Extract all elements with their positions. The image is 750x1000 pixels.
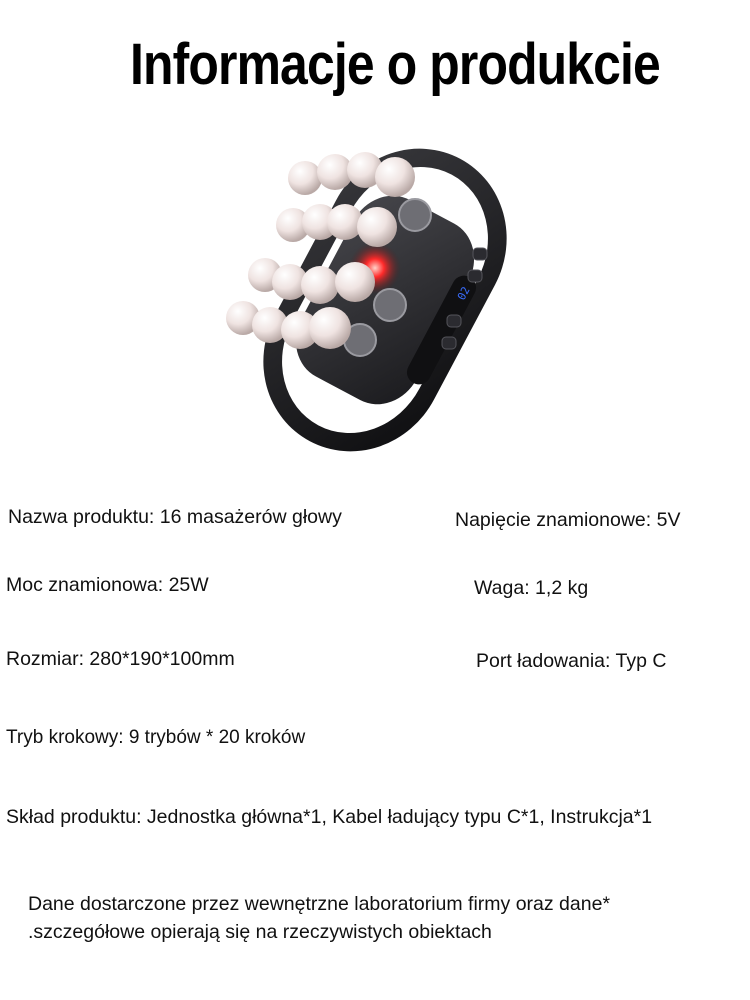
page-title: Informacje o produkcie [130, 32, 660, 97]
spec-charging-port: Port ładowania: Typ C [476, 650, 667, 672]
display-readout: 02 [454, 284, 473, 303]
spec-power: Moc znamionowa: 25W [6, 574, 209, 596]
spec-step-modes: Tryb krokowy: 9 trybów * 20 kroków [6, 727, 306, 748]
note-line-2: .szczegółowe opierają się na rzeczywistych obiektach [28, 921, 492, 943]
spec-package-contents: Skład produktu: Jednostka główna*1, Kabel ładujący typu C*1, Instrukcja*1 [6, 806, 653, 828]
head-massager-image [215, 130, 535, 460]
spec-size: Rozmiar: 280*190*100mm [6, 648, 235, 670]
spec-weight: Waga: 1,2 kg [474, 577, 589, 599]
spec-product-name: Nazwa produktu: 16 masażerów głowy [8, 506, 342, 528]
data-source-note [28, 890, 610, 946]
spec-voltage: Napięcie znamionowe: 5V [455, 509, 681, 531]
note-line-1: Dane dostarczone przez wewnętrzne laboratorium firmy oraz dane* [28, 893, 611, 915]
